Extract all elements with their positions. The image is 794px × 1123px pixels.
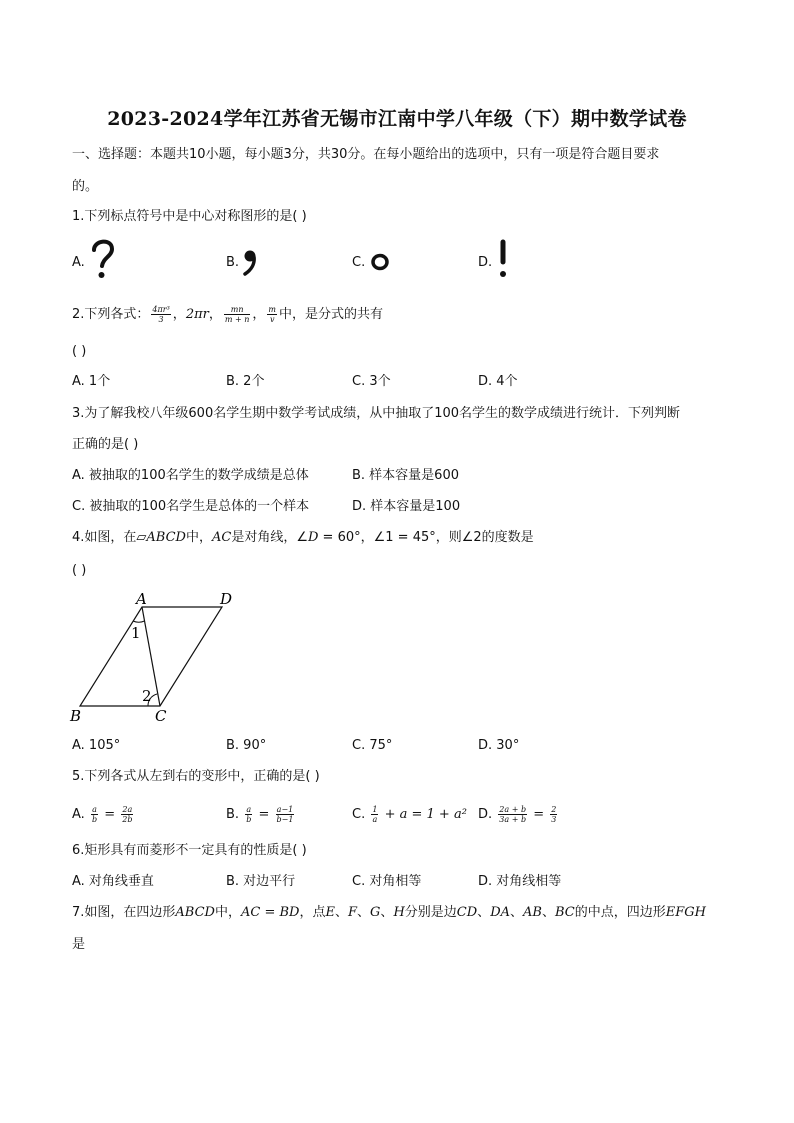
q1-option-b-label: B.: [226, 255, 240, 270]
q4-stem-f: D: [307, 530, 319, 545]
q7-s16: DA: [490, 905, 510, 920]
q4-option-a: A. 105°: [72, 738, 121, 753]
q5-c-rest: + a = 1 + a²: [380, 807, 467, 822]
angle-1-arc: [133, 621, 145, 622]
q7-s19: 、: [541, 905, 555, 920]
q6-option-b: B. 对边平行: [226, 874, 296, 889]
q2-fraction-3: [224, 305, 251, 324]
q7-s18: AB: [523, 905, 542, 920]
q5-d-label: D.: [478, 807, 493, 822]
q4-stem: [72, 529, 534, 547]
q1-option-d-label: D.: [478, 255, 493, 270]
q2-fraction-1: [151, 305, 170, 324]
vertex-d-label: D: [220, 590, 233, 608]
q6-option-c: C. 对角相等: [352, 874, 422, 889]
q5-d-eq: =: [529, 807, 549, 822]
q7-stem: [72, 904, 706, 922]
q4-option-b: B. 90°: [226, 738, 267, 753]
q5-d-lhs: [498, 805, 527, 824]
q2-option-d: D. 4个: [478, 374, 518, 389]
q6-option-a: A. 对角线垂直: [72, 874, 154, 889]
q7-s13: 分别是边: [404, 905, 457, 920]
q5-d-rhs-num: 2: [551, 805, 557, 814]
q3-stem-cont: 正确的是( ): [72, 437, 139, 452]
q5-a-rhs-den: 2b: [122, 815, 133, 824]
question-mark-icon: [88, 238, 118, 282]
q5-option-c: [352, 803, 467, 827]
q4-option-c: C. 75°: [352, 738, 393, 753]
q2-f4-den: v: [269, 315, 275, 324]
q2-stem: [72, 304, 383, 326]
page-title: 2023-2024学年江苏省无锡市江南中学八年级（下）期中数学试卷: [107, 108, 687, 130]
q7-s14: CD: [456, 905, 478, 920]
q5-option-a: [72, 803, 135, 827]
q5-a-lhs: [91, 805, 98, 824]
q4-stem-e: 是对角线，∠: [231, 530, 308, 545]
q2-paren: ( ): [72, 344, 87, 359]
q2-option-a: A. 1个: [72, 374, 111, 389]
q1-option-d: [478, 254, 492, 272]
q3-option-c: C. 被抽取的100名学生是总体的一个样本: [72, 499, 310, 514]
q5-d-rhs-den: 3: [551, 815, 557, 824]
q1-option-c-label: C.: [352, 255, 366, 270]
q5-c-lhs-num: 1: [372, 805, 378, 814]
q5-c-label: C.: [352, 807, 366, 822]
q5-b-rhs-den: b−1: [276, 815, 294, 824]
q3-stem: 3.为了解我校八年级600名学生期中数学考试成绩，从中抽取了100名学生的数学成绩进行统计．下列判断: [72, 406, 681, 421]
q4-stem-g: = 60°，∠1 = 45°，则∠2的度数是: [318, 530, 534, 545]
q5-stem: 5.下列各式从左到右的变形中，正确的是( ): [72, 769, 320, 784]
section-instructions-cont: 的。: [72, 179, 99, 194]
q5-b-label: B.: [226, 807, 240, 822]
q6-stem: 6.矩形具有而菱形不一定具有的性质是( ): [72, 843, 307, 858]
q5-c-lhs: [371, 805, 378, 824]
q1-option-a-label: A.: [72, 255, 85, 270]
angle-1-label: 1: [131, 624, 141, 642]
q5-c-lhs-den: a: [372, 815, 378, 824]
q5-b-lhs: [245, 805, 252, 824]
q1-option-b: [226, 254, 239, 272]
q4-stem-d: AC: [211, 530, 232, 545]
exclamation-icon: [495, 238, 511, 282]
circle-icon: [369, 252, 391, 272]
q2-fraction-4: [267, 305, 277, 324]
q4-option-d: D. 30°: [478, 738, 520, 753]
q3-option-a: A. 被抽取的100名学生的数学成绩是总体: [72, 468, 309, 483]
vertex-a-label: A: [136, 590, 147, 608]
q2-prefix: 2.下列各式：: [72, 307, 150, 322]
q7-stem-cont: 是: [72, 937, 86, 952]
q4-stem-c: 中，: [185, 530, 212, 545]
q5-b-rhs-num: a−1: [276, 805, 294, 814]
q5-a-lhs-num: a: [92, 805, 97, 814]
q7-s8: F: [347, 905, 358, 920]
q7-s3: 中，: [214, 905, 241, 920]
q2-sep2: ，: [208, 307, 222, 322]
q5-option-d: [478, 803, 559, 827]
q5-d-lhs-den: 3a + b: [499, 815, 527, 824]
q4-stem-b: ABCD: [146, 530, 186, 545]
q5-a-label: A.: [72, 807, 85, 822]
q5-a-lhs-den: b: [91, 815, 98, 824]
q2-f3-den: m + n: [224, 315, 250, 324]
q5-a-rhs-num: 2a: [122, 805, 133, 814]
q7-s20: BC: [554, 905, 575, 920]
q5-b-lhs-den: b: [246, 815, 252, 824]
q2-sep3: ，: [252, 307, 266, 322]
q5-d-lhs-num: 2a + b: [499, 805, 527, 814]
q5-option-b: [226, 803, 296, 827]
q2-f3-num: mn: [224, 305, 251, 315]
angle-2-label: 2: [142, 687, 152, 705]
q6-option-d: D. 对角线相等: [478, 874, 562, 889]
q2-sep1: ，: [172, 307, 186, 322]
q7-s12: H: [393, 905, 405, 920]
q4-parallelogram-figure: [62, 584, 252, 726]
comma-icon: [240, 248, 260, 278]
q7-s5: ，点: [299, 905, 326, 920]
q7-s15: 、: [477, 905, 491, 920]
q2-option-c: C. 3个: [352, 374, 391, 389]
q5-b-eq: =: [254, 807, 274, 822]
q7-s21: 的中点，四边形: [574, 905, 666, 920]
q7-s7: 、: [334, 905, 348, 920]
q1-option-a: [72, 254, 85, 272]
q7-s9: 、: [357, 905, 371, 920]
q5-b-rhs: [276, 805, 295, 824]
q5-d-rhs: [550, 805, 557, 824]
q2-f4-num: m: [268, 305, 276, 314]
q4-paren: ( ): [72, 563, 87, 578]
q5-a-rhs: [121, 805, 133, 824]
q3-option-b: B. 样本容量是600: [352, 468, 459, 483]
q7-s6: E: [325, 905, 335, 920]
q7-s11: 、: [380, 905, 394, 920]
q7-s10: G: [370, 905, 381, 920]
q1-stem: 1.下列标点符号中是中心对称图形的是( ): [72, 209, 307, 224]
vertex-c-label: C: [155, 707, 167, 725]
q7-s4: AC = BD: [240, 905, 300, 920]
q2-f1-den: 3: [158, 315, 164, 324]
section-instructions: 一、选择题：本题共10小题，每小题3分，共30分。在每小题给出的选项中，只有一项是符合题目要求: [72, 147, 660, 162]
q1-option-c: [352, 254, 365, 272]
q2-option-b: B. 2个: [226, 374, 265, 389]
q2-f1-num: 4πr³: [152, 305, 170, 314]
q5-b-lhs-num: a: [246, 805, 252, 814]
q2-term2: 2πr: [185, 307, 209, 322]
q4-stem-a: 4.如图，在▱: [72, 530, 147, 545]
q7-s2: ABCD: [175, 905, 215, 920]
q7-s22: EFGH: [665, 905, 706, 920]
q7-s1: 7.如图，在四边形: [72, 905, 176, 920]
vertex-b-label: B: [70, 707, 82, 725]
q2-suffix: 中，是分式的共有: [279, 307, 384, 322]
q5-a-eq: =: [100, 807, 120, 822]
q3-option-d: D. 样本容量是100: [352, 499, 461, 514]
q7-s17: 、: [510, 905, 524, 920]
